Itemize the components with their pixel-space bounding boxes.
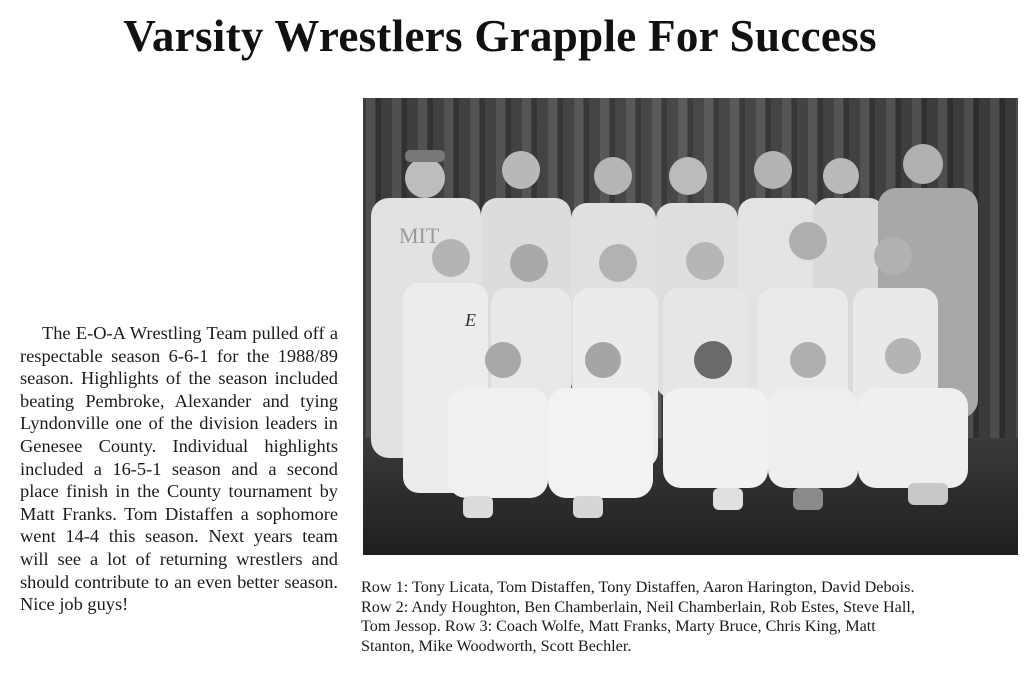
caption-line: Row 2: Andy Houghton, Ben Chamberlain, Neil Chamberlain, Rob Estes, Steve Hall, (361, 597, 915, 616)
uniform-letter: E (465, 310, 476, 330)
caption-line: Stanton, Mike Woodworth, Scott Bechler. (361, 636, 632, 655)
team-photo (363, 98, 1018, 555)
photo-caption (361, 578, 1020, 656)
shirt-lettering: MIT (399, 223, 440, 248)
caption-line: Row 1: Tony Licata, Tom Distaffen, Tony Distaffen, Aaron Harington, David Debois. (361, 578, 915, 596)
team-photo-image (363, 98, 1018, 555)
headline: Varsity Wrestlers Grapple For Success (123, 11, 877, 61)
caption-line: Tom Jessop. Row 3: Coach Wolfe, Matt Franks, Marty Bruce, Chris King, Matt (361, 617, 876, 636)
article-body: The E-O-A Wrestling Team pulled off a respectable season 6-6-1 for the 1988/89 season. Highlights of the season included beating Pembroke, Alexander and tying Lyndonville one of the division leaders in Genesee County. Individual highlights included a 16-5-1 season and a second place finish in the County tournament by Matt Franks. Tom Distaffen a sophomore went 14-4 this season. Next years team will see a lot of returning wrestlers and should contribute to an even better season. Nice job guys! (20, 323, 338, 615)
